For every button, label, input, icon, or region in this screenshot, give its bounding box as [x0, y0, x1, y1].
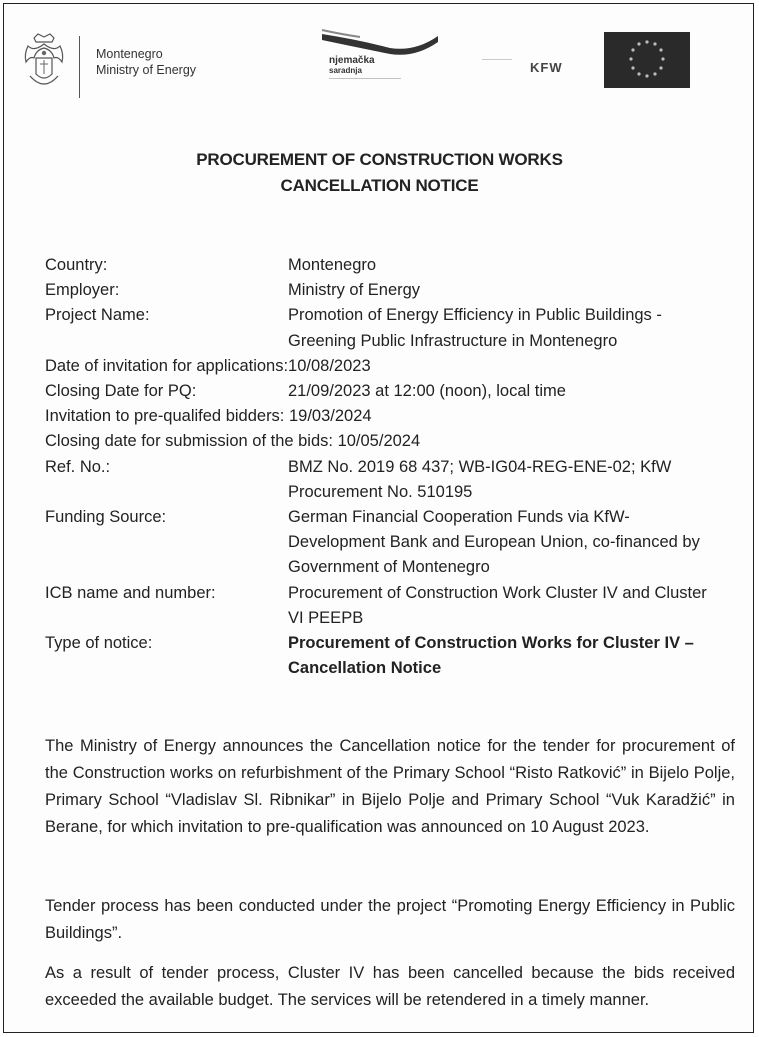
eu-flag-icon [604, 32, 690, 88]
notice-title: PROCUREMENT OF CONSTRUCTION WORKS [196, 150, 563, 169]
type-value-line1: Procurement of Construction Works for Cluster IV – [288, 634, 694, 653]
date-invitation-row: Date of invitation for applications:10/08/2023 [45, 356, 371, 375]
icb-row [45, 581, 735, 631]
project-label: Project Name: [45, 306, 150, 325]
ministry-country: Montenegro [96, 47, 163, 61]
notice-details [45, 253, 735, 681]
ministry-logo-block [20, 32, 280, 102]
closing-pq-value: 21/09/2023 at 12:00 (noon), local time [288, 382, 566, 401]
ref-value-line1: BMZ No. 2019 68 437; WB-IG04-REG-ENE-02; KfW [288, 457, 672, 476]
closing-pq-row [45, 379, 735, 404]
funding-value-line3: Government of Montenegro [288, 558, 490, 577]
result-paragraph: As a result of tender process, Cluster IV has been cancelled because the bids received exceeded the available budget. The services will be retendered in a timely manner. [45, 964, 735, 1009]
swoosh-icon [320, 28, 440, 58]
type-label: Type of notice: [45, 634, 153, 653]
funding-label: Funding Source: [45, 508, 167, 527]
ref-label: Ref. No.: [45, 457, 111, 476]
country-value: Montenegro [288, 256, 377, 274]
employer-row [45, 278, 735, 303]
kfw-logo [482, 52, 574, 76]
icb-value-line2: VI PEEPB [288, 608, 364, 627]
closing-bids-row: Closing date for submission of the bids: 10/05/2024 [45, 432, 421, 451]
project-value-line2: Greening Public Infrastructure in Montenegro [288, 331, 618, 350]
funding-value-line2: Development Bank and European Union, co-financed by [288, 533, 700, 552]
ref-row [45, 455, 735, 505]
ministry-name [96, 46, 196, 78]
country-label: Country: [45, 256, 108, 274]
kfw-prefix: —————— [482, 57, 512, 63]
ministry-title: Ministry of Energy [96, 63, 197, 77]
type-value-line2: Cancellation Notice [288, 659, 442, 678]
project-row [45, 303, 735, 353]
project-paragraph: Tender process has been conducted under the project “Promoting Energy Efficiency in Public Buildings”. [45, 897, 735, 942]
project-value-line1: Promotion of Energy Efficiency in Public Buildings - [288, 306, 662, 325]
eu-stars-icon [604, 32, 690, 88]
funding-row [45, 505, 735, 581]
partner-logo-line2: saradnja [329, 66, 362, 75]
closing-pq-label: Closing Date for PQ: [45, 382, 197, 401]
employer-label: Employer: [45, 281, 120, 300]
partner-logo-line1: njemačka [329, 55, 375, 66]
icb-value-line1: Procurement of Construction Work Cluster IV and Cluster [288, 583, 707, 602]
notice-subtitle: CANCELLATION NOTICE [280, 176, 479, 195]
kfw-label: KFW [530, 60, 563, 75]
type-row [45, 631, 735, 681]
montenegro-coat-of-arms-icon [20, 32, 68, 94]
ref-value-line2: Procurement No. 510195 [288, 482, 473, 501]
cancellation-paragraph: The Ministry of Energy announces the Cancellation notice for the tender for procurement of the Construction works on refurbishment of the Primary School “Risto Ratković” in Bijelo Polje, Primary School “Vladislav Sl. Ribnikar” in Bijelo Polje and Primary School “Vuk Karadžić” in Berane, for which invitation to pre-qualification was announced on 10 August 2023. [45, 737, 735, 836]
german-cooperation-logo [320, 28, 440, 92]
funding-value-line1: German Financial Cooperation Funds via KfW- [288, 508, 630, 527]
partner-logo-tagline: ———————————— [329, 76, 401, 82]
employer-value: Ministry of Energy [288, 281, 421, 300]
invitation-prequalified-row: Invitation to pre-qualifed bidders: 19/03/2024 [45, 407, 372, 426]
icb-label: ICB name and number: [45, 583, 216, 602]
country-row [45, 253, 735, 278]
header-divider [79, 36, 80, 98]
